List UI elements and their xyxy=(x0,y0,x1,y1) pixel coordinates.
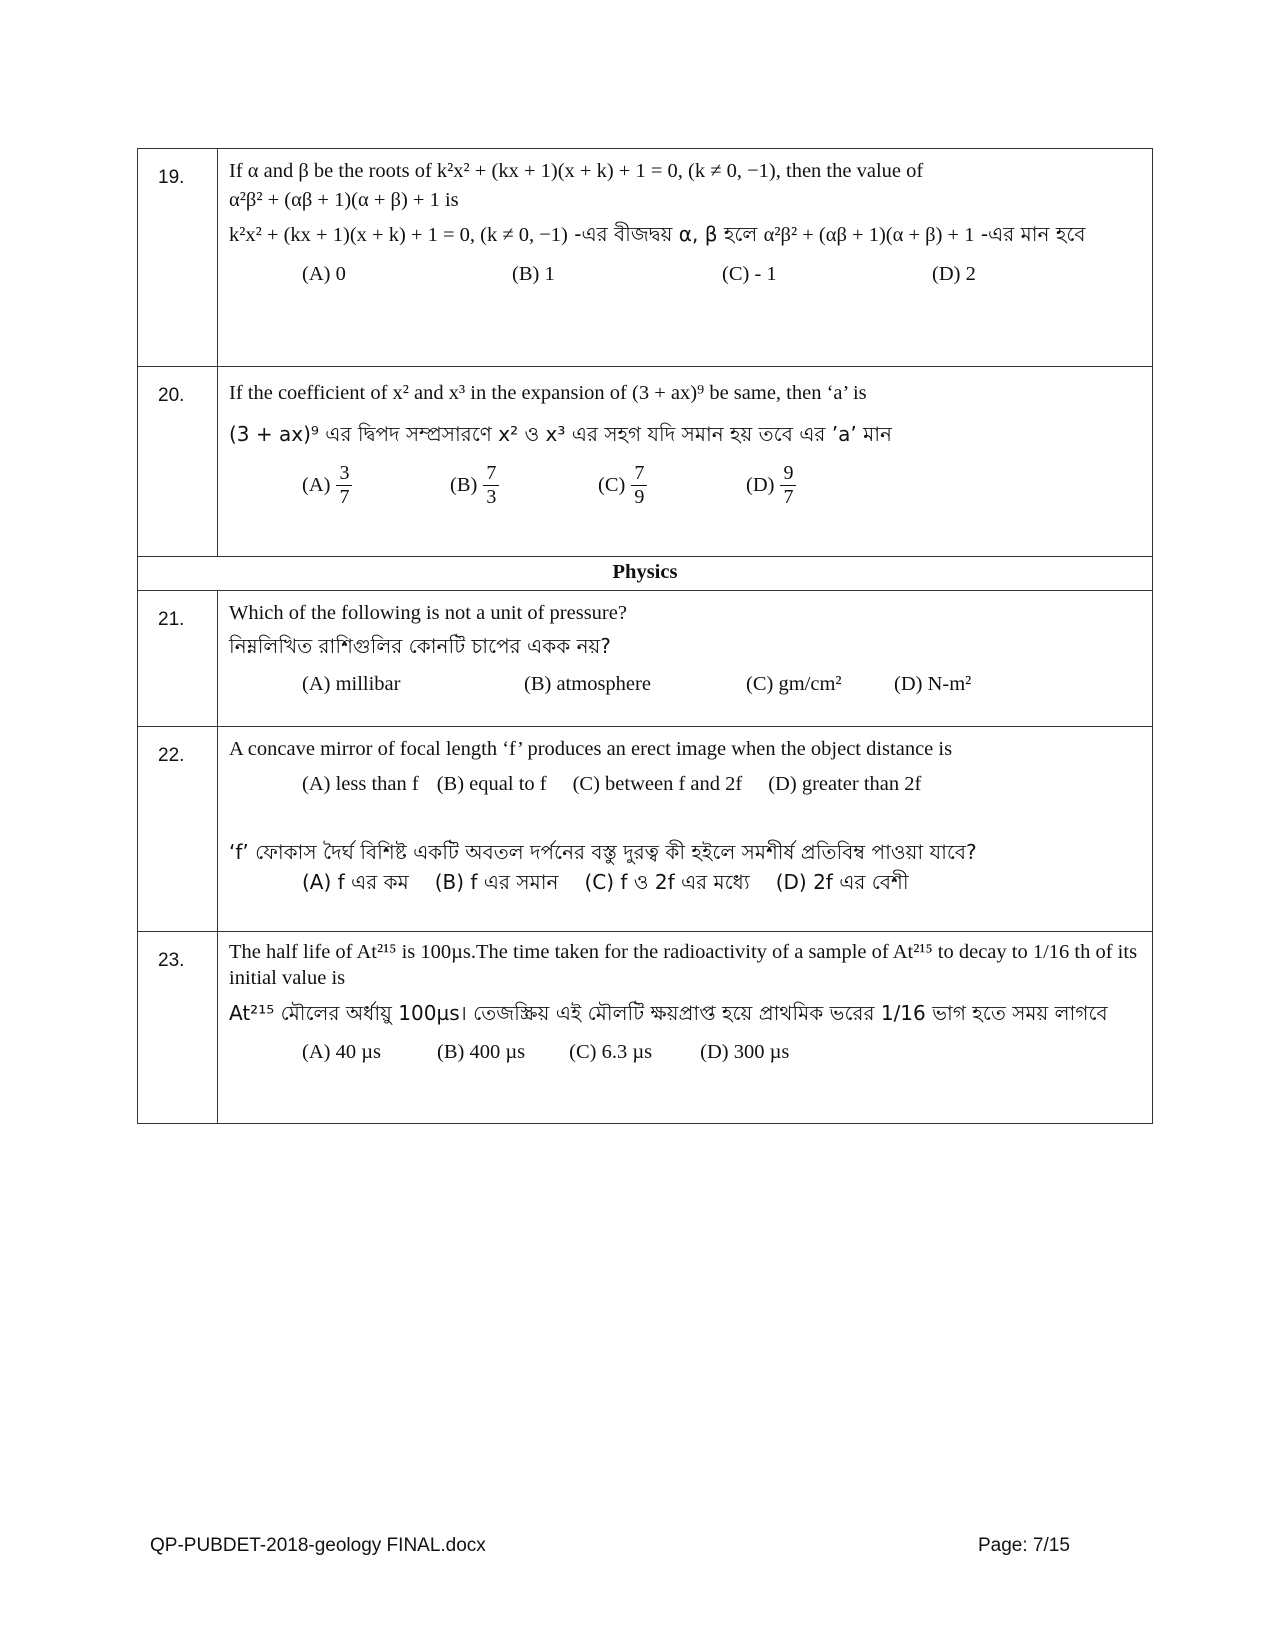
question-text-en: If α and β be the roots of k²x² + (kx + 1)(x + k) + 1 = 0, (k ≠ 0, −1), then the value of xyxy=(229,160,924,182)
option-a: (A) f এর কম xyxy=(302,870,409,895)
options xyxy=(229,260,1142,289)
question-text-bn: নিম্নলিখিত রাশিগুলির কোনটি চাপের একক নয়? xyxy=(229,633,611,658)
option-b: (B) 1 xyxy=(512,263,555,286)
question-number: 23. xyxy=(138,932,218,1124)
option-d: (D) 300 µs xyxy=(700,1041,790,1064)
option-d: (D) greater than 2f xyxy=(768,772,922,795)
options xyxy=(229,1040,1142,1066)
option-b: (B) atmosphere xyxy=(524,672,651,695)
question-row-22 xyxy=(138,727,1153,932)
question-text-bn: ‘f’ ফোকাস দৈর্ঘ বিশিষ্ট একটি অবতল দর্পনের বস্তু দুরত্ব কী হইলে সমশীর্ষ প্রতিবিম্ব পাওয়া যাবে? xyxy=(229,840,977,865)
question-text-en: A concave mirror of focal length ‘f’ produces an erect image when the object distance is xyxy=(229,738,953,760)
question-text-en: The half life of At²¹⁵ is 100µs.The time taken for the radioactivity of a sample of At²¹⁵ to decay to 1/16 th of its initial value is xyxy=(229,941,1138,989)
section-title: Physics xyxy=(138,557,1153,591)
question-text-bn: At²¹⁵ মৌলের অর্ধায়ু 100µs। তেজস্ক্রিয় এই মৌলটি ক্ষয়প্রাপ্ত হয়ে প্রাথমিক ভরের 1/16 ভাগ হতে সময় লাগবে xyxy=(229,1001,1108,1026)
option-a: (A) 40 µs xyxy=(302,1041,381,1064)
option-b: (B) f এর সমান xyxy=(434,870,559,895)
fraction: $\frac{9}{7}$ xyxy=(780,462,796,509)
fraction: $\frac{3}{7}$ xyxy=(336,462,352,509)
option-c: (C) $\frac{7}{9}$ xyxy=(598,462,746,509)
question-number: 20. xyxy=(138,367,218,557)
question-text-bn: k²x² + (kx + 1)(x + k) + 1 = 0, (k ≠ 0, −1) -এর বীজদ্বয় α, β হলে α²β² + (αβ + 1)(α + β) + 1 -এর মান হবে xyxy=(229,222,1086,247)
option-b: (B) $\frac{7}{3}$ xyxy=(450,462,598,509)
question-body-21 xyxy=(218,591,1153,727)
question-row-20 xyxy=(138,367,1153,557)
option-d: (D) $\frac{9}{7}$ xyxy=(746,462,894,509)
option-c: (C) gm/cm² xyxy=(746,672,842,695)
option-d: (D) N-m² xyxy=(894,672,972,695)
question-body-20 xyxy=(218,367,1153,557)
options xyxy=(229,670,1142,699)
option-a: (A) $\frac{3}{7}$ xyxy=(302,462,450,509)
question-body-22 xyxy=(218,727,1153,932)
option-c: (C) 6.3 µs xyxy=(569,1041,653,1064)
section-row xyxy=(138,557,1153,591)
question-table xyxy=(137,148,1153,1124)
fraction: $\frac{7}{3}$ xyxy=(483,462,499,509)
footer-page-number: Page: 7/15 xyxy=(978,1535,1070,1556)
options xyxy=(229,462,1142,509)
option-b: (B) 400 µs xyxy=(437,1041,526,1064)
option-d: (D) 2 xyxy=(932,263,976,286)
option-a: (A) millibar xyxy=(302,672,401,695)
question-body-19 xyxy=(218,149,1153,367)
options-bn xyxy=(229,868,1142,896)
option-a: (A) 0 xyxy=(302,263,346,286)
option-a: (A) less than f xyxy=(302,772,419,795)
question-text-en: If the coefficient of x² and x³ in the expansion of (3 + ax)⁹ be same, then ‘a’ is xyxy=(229,382,867,404)
question-body-23 xyxy=(218,932,1153,1124)
question-number: 19. xyxy=(138,149,218,367)
question-text-en: Which of the following is not a unit of pressure? xyxy=(229,602,627,624)
question-text-en-cont: α²β² + (αβ + 1)(α + β) + 1 is xyxy=(229,188,459,211)
option-c: (C) between f and 2f xyxy=(572,772,743,795)
fraction: $\frac{7}{9}$ xyxy=(631,462,647,509)
option-b: (B) equal to f xyxy=(436,772,547,795)
question-row-19 xyxy=(138,149,1153,367)
options-en xyxy=(229,770,1142,799)
question-row-21 xyxy=(138,591,1153,727)
question-text-bn: (3 + ax)⁹ এর দ্বিপদ সম্প্রসারণে x² ও x³ এর সহগ যদি সমান হয় তবে এর ’a’ মান xyxy=(229,421,892,446)
option-d: (D) 2f এর বেশী xyxy=(775,870,909,895)
footer-filename: QP-PUBDET-2018-geology FINAL.docx xyxy=(150,1535,486,1556)
option-c: (C) - 1 xyxy=(722,263,777,286)
option-c: (C) f ও 2f এর মধ্যে xyxy=(584,870,750,895)
question-number: 22. xyxy=(138,727,218,932)
question-number: 21. xyxy=(138,591,218,727)
question-row-23 xyxy=(138,932,1153,1124)
